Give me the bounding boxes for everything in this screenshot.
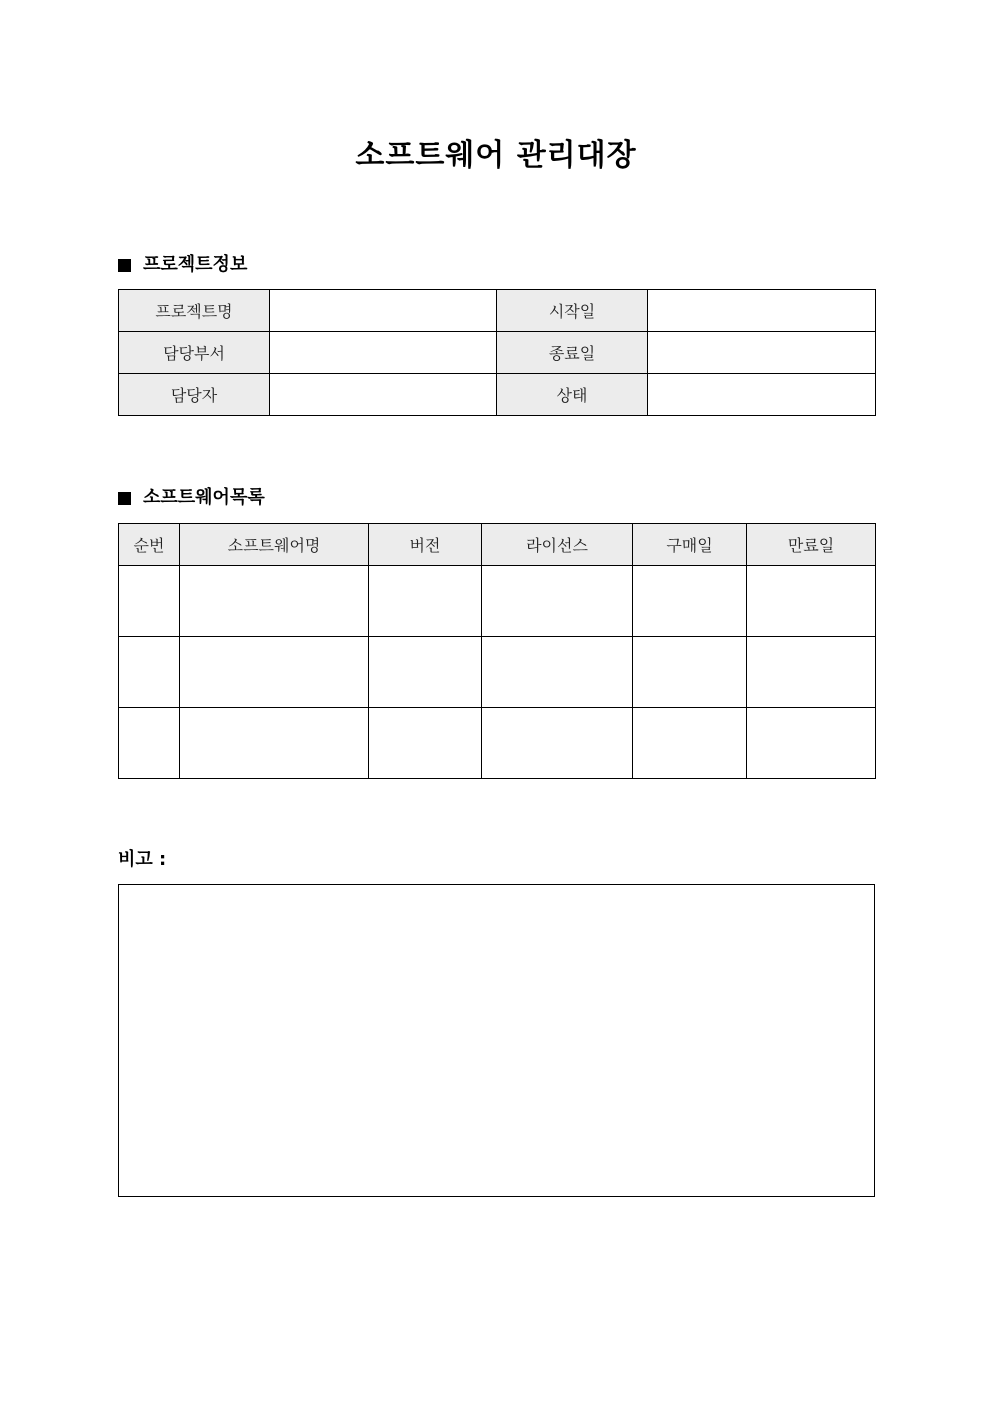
software-list-heading-label: 소프트웨어목록	[143, 487, 265, 508]
table-row	[119, 566, 876, 637]
table-cell[interactable]	[482, 637, 633, 708]
end-date-label: 종료일	[497, 332, 648, 374]
remarks-label: 비고 :	[118, 849, 167, 870]
table-cell[interactable]	[119, 566, 180, 637]
column-header-license: 라이선스	[482, 524, 633, 566]
table-cell[interactable]	[482, 708, 633, 779]
end-date-field[interactable]	[648, 332, 876, 374]
column-header-software-name: 소프트웨어명	[180, 524, 369, 566]
start-date-field[interactable]	[648, 290, 876, 332]
table-cell[interactable]	[180, 708, 369, 779]
project-info-row	[119, 332, 876, 374]
table-cell[interactable]	[119, 637, 180, 708]
software-list-table	[118, 523, 876, 779]
table-cell[interactable]	[633, 637, 747, 708]
table-cell[interactable]	[482, 566, 633, 637]
table-cell[interactable]	[747, 566, 876, 637]
table-cell[interactable]	[180, 637, 369, 708]
column-header-version: 버전	[369, 524, 482, 566]
manager-label: 담당자	[119, 374, 270, 416]
software-list-heading	[118, 485, 265, 511]
table-cell[interactable]	[747, 637, 876, 708]
project-info-table	[118, 289, 876, 416]
project-info-row	[119, 374, 876, 416]
table-row	[119, 708, 876, 779]
table-cell[interactable]	[633, 566, 747, 637]
table-header-row	[119, 524, 876, 566]
remarks-text-area[interactable]	[118, 884, 875, 1197]
project-name-field[interactable]	[270, 290, 497, 332]
column-header-number: 순번	[119, 524, 180, 566]
column-header-purchase-date: 구매일	[633, 524, 747, 566]
table-row	[119, 637, 876, 708]
table-cell[interactable]	[369, 637, 482, 708]
department-field[interactable]	[270, 332, 497, 374]
square-bullet-icon	[118, 259, 131, 272]
table-cell[interactable]	[369, 708, 482, 779]
table-cell[interactable]	[180, 566, 369, 637]
status-label: 상태	[497, 374, 648, 416]
project-info-heading	[118, 252, 247, 278]
column-header-expiry-date: 만료일	[747, 524, 876, 566]
manager-field[interactable]	[270, 374, 497, 416]
status-field[interactable]	[648, 374, 876, 416]
table-cell[interactable]	[119, 708, 180, 779]
table-cell[interactable]	[747, 708, 876, 779]
table-cell[interactable]	[633, 708, 747, 779]
page-title: 소프트웨어 관리대장	[355, 138, 637, 173]
table-cell[interactable]	[369, 566, 482, 637]
project-name-label: 프로젝트명	[119, 290, 270, 332]
project-info-heading-label: 프로젝트정보	[143, 254, 248, 275]
project-info-row	[119, 290, 876, 332]
square-bullet-icon	[118, 492, 131, 505]
start-date-label: 시작일	[497, 290, 648, 332]
department-label: 담당부서	[119, 332, 270, 374]
